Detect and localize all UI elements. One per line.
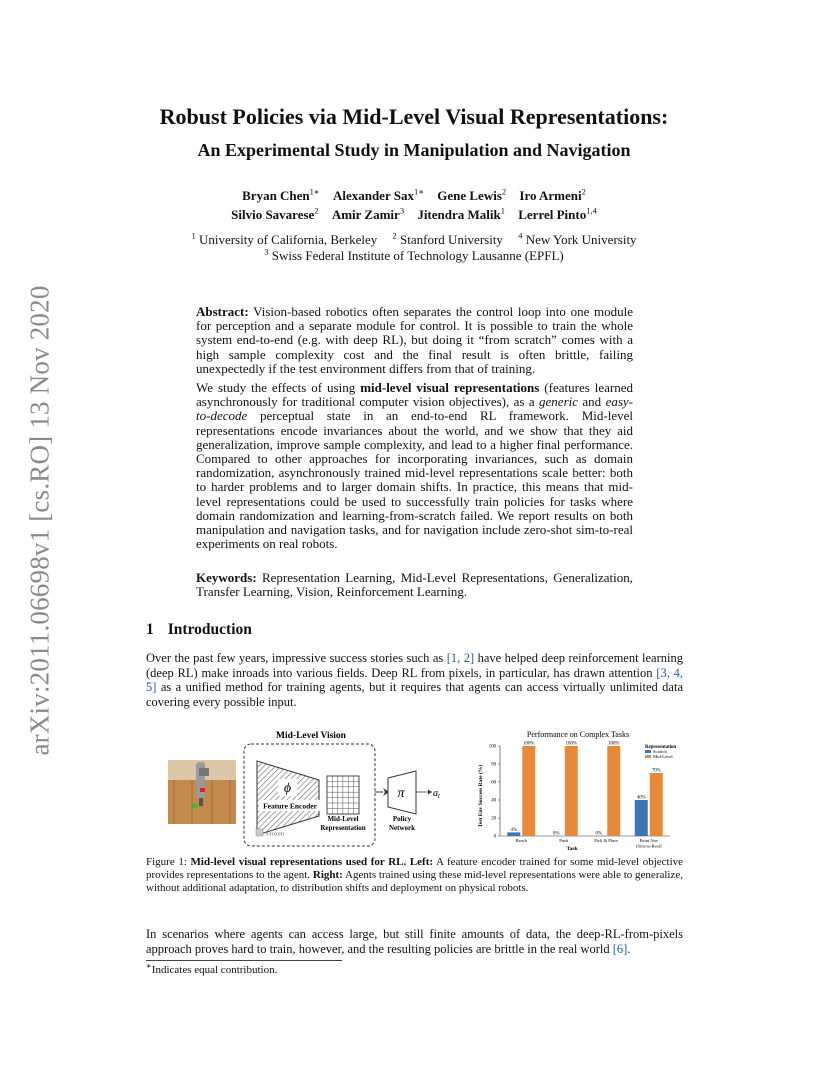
bar-mid-level — [607, 746, 620, 836]
policy-label-line1: Policy — [392, 815, 412, 823]
bar-mid-level — [565, 746, 578, 836]
figure-caption: Figure 1: Mid-level visual representations used for RL. Left: A feature encoder trained for some mid-level objective provides representations to the agent. Right: Agents trained using these mid-level representations were able to generalize, without additional adaptation, to distribution shifts and deployment on physical robots. — [146, 856, 684, 894]
y-axis-label: Test Env Success Rate (%) — [478, 764, 484, 828]
bar-mid-level — [650, 773, 663, 836]
paper-subtitle: An Experimental Study in Manipulation and Navigation — [197, 140, 631, 160]
y-tick-label: 0 — [493, 834, 496, 840]
keywords: Keywords: Representation Learning, Mid-Level Representations, Generalization, Transfer Learning, Vision, Reinforcement Learning. — [196, 570, 633, 600]
representation-label-line2: Representation — [320, 824, 366, 832]
author-row-1 — [0, 188, 828, 204]
x-tick-label: (Sim-to-Real) — [635, 843, 662, 849]
bar-scratch — [635, 800, 648, 836]
diagram-title: Mid-Level Vision — [276, 731, 346, 741]
author: Iro Armeni$^2$ — [519, 186, 586, 203]
arrow-head-icon — [428, 790, 432, 795]
x-tick-label: Pick & Place — [594, 838, 619, 843]
intro-paragraph-2: In scenarios where agents can access large, but still finite amounts of data, the deep-RL-from-pixels approach proves hard to train, however, and the resulting policies are brittle in the real world [6]. — [146, 927, 683, 956]
bar-value-label: 0% — [595, 831, 602, 837]
author: Bryan Chen$^{1∗}$ — [242, 186, 320, 203]
author: Silvio Savarese$^2$ — [231, 205, 319, 222]
y-tick-label: 80 — [491, 762, 496, 768]
arxiv-stamp — [22, 280, 58, 760]
section-title: Introduction — [167, 621, 252, 638]
frozen-legend-swatch — [256, 829, 263, 836]
legend-swatch — [645, 750, 651, 753]
representation-grid — [327, 776, 359, 814]
author-row-2 — [0, 207, 828, 223]
x-axis-label: Task — [566, 846, 578, 852]
y-tick-label: 100 — [488, 744, 496, 750]
bar-value-label: 0% — [553, 831, 560, 837]
action-symbol: $a_t$ — [433, 788, 440, 800]
frozen-legend-label: Frozen — [266, 830, 285, 838]
arxiv-id: arXiv:2011.06698v1 [cs.RO] 13 Nov 2020 — [24, 284, 55, 756]
x-tick-label: Point Nav — [639, 838, 659, 843]
intro-paragraph-1: Over the past few years, impressive success stories such as [1, 2] have helped deep reinforcement learning (deep RL) make inroads into various fields. Deep RL from pixels, in particular, has drawn attention [3, 4, 5] as a unified method for training agents, but it requires that agents can access virtually unlimited data covering every possible input. — [146, 651, 683, 709]
bar-scratch — [507, 832, 520, 836]
feature-encoder-trapezoid — [257, 761, 319, 835]
y-tick-label: 40 — [491, 798, 496, 804]
feature-encoder-label: Feature Encoder — [263, 801, 317, 811]
pi-symbol: π — [397, 786, 405, 801]
footnote: ∗Indicates equal contribution. — [146, 960, 278, 976]
author: Gene Lewis$^2$ — [437, 186, 507, 203]
abstract-paragraph-2: We study the effects of using mid-level visual representations (features learned asynchronously for traditional computer vision objectives), as a generic and easy-to-decode perceptual state in an end-to-end RL framework. Mid-level representations encode invariances about the world, and we show that they aid generalization, improve sample complexity, and lead to a higher final performance. Compared to other approaches for incorporating invariances, such as domain randomization, asynchronously trained mid-level representations scale better: both to harder problems and to larger domain shifts. In practice, this means that mid-level representations could be used to successfully train policies for tasks where domain randomization and learning-from-scratch failed. We report results on both manipulation and navigation tasks, and for navigation include zero-shot sim-to-real experiments on real robots. — [196, 380, 633, 552]
keywords-label: Keywords: — [196, 570, 257, 585]
bar-value-label: 40% — [636, 795, 646, 801]
x-tick-label: Reach — [515, 838, 527, 843]
abstract-paragraph-1: Abstract: Vision-based robotics often separates the control loop into one module for perception and a separate module for control. It is possible to train the whole system end-to-end (e.g. with deep RL), but doing it “from scratch” comes with a high sample complexity cost and the final result is often brittle, failing unexpectedly if the test environment differs from that of training. — [196, 304, 634, 376]
bar-mid-level — [522, 746, 535, 836]
mid-level-vision-diagram — [166, 728, 456, 852]
footnote-rule — [146, 960, 342, 961]
affiliations-row-2 — [0, 248, 828, 264]
performance-bar-chart — [470, 728, 678, 852]
affiliation: $^4$ New York University — [518, 230, 637, 247]
figure-1 — [166, 728, 678, 852]
section-heading — [146, 621, 252, 639]
affiliation: $^3$ Swiss Federal Institute of Technology Lausanne (EPFL) — [264, 246, 564, 263]
legend-label: Mid-Level — [653, 754, 673, 759]
legend-label: Scratch — [653, 749, 667, 754]
y-tick-label: 20 — [491, 816, 496, 822]
legend-title: Representation — [645, 745, 677, 750]
bar-value-label: 4% — [510, 827, 517, 833]
y-tick-label: 60 — [491, 780, 496, 786]
author: Alexander Sax$^{1∗}$ — [332, 186, 424, 203]
bar-value-label: 100% — [565, 741, 577, 747]
policy-label-line2: Network — [388, 824, 416, 832]
author: Amir Zamir$^3$ — [331, 205, 405, 222]
representation-label-line1: Mid-Level — [327, 815, 359, 823]
chart-title: Performance on Complex Tasks — [526, 730, 630, 739]
citation-link[interactable]: [1, 2] — [446, 651, 475, 665]
affiliation: $^2$ Stanford University — [392, 230, 503, 247]
citation-link[interactable]: [3, 4, 5] — [146, 665, 683, 694]
paper-title: Robust Policies via Mid-Level Visual Representations: — [159, 104, 669, 129]
affiliations-row-1 — [0, 232, 828, 248]
phi-symbol: ϕ — [283, 781, 292, 796]
section-number: 1 — [146, 621, 154, 638]
x-tick-label: Push — [559, 838, 569, 843]
author: Lerrel Pinto$^{1,4}$ — [518, 205, 597, 222]
citation-link[interactable]: [6] — [612, 941, 628, 956]
affiliation: $^1$ University of California, Berkeley — [191, 230, 378, 247]
abstract-label: Abstract: — [196, 304, 249, 319]
legend-swatch — [645, 755, 651, 758]
author: Jitendra Malik$^1$ — [417, 205, 505, 222]
bar-value-label: 100% — [608, 741, 620, 747]
bar-value-label: 100% — [523, 741, 535, 747]
bar-value-label: 70% — [651, 768, 661, 774]
robot-scene-image — [168, 760, 236, 824]
